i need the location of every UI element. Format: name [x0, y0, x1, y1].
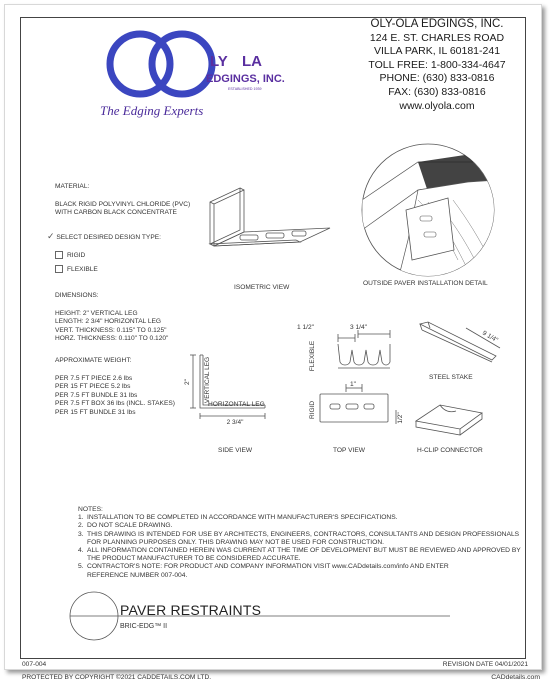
- rigid-label: RIGID: [67, 251, 86, 259]
- logo-text-edgings: EDGINGS, INC.: [206, 73, 285, 85]
- logo-text-la: LA: [242, 53, 262, 70]
- flexible-checkbox[interactable]: [55, 265, 63, 273]
- reference-number: 007-004: [22, 661, 47, 668]
- company-name: OLY-OLA EDGINGS, INC.: [370, 18, 504, 30]
- copyright: PROTECTED BY COPYRIGHT ©2021 CADDETAILS.COM LTD.: [22, 674, 212, 681]
- material-line-1: BLACK RIGID POLYVINYL CHLORIDE (PVC): [55, 200, 191, 208]
- olyola-logo: [100, 28, 285, 108]
- top-dim-half: 1/2": [397, 412, 404, 424]
- checkmark-icon: ✓: [47, 231, 55, 241]
- steel-stake-drawing: [408, 318, 508, 378]
- installation-detail-label: OUTSIDE PAVER INSTALLATION DETAIL: [363, 280, 488, 287]
- option-rigid[interactable]: [55, 251, 85, 260]
- note-3: 3. THIS DRAWING IS INTENDED FOR USE BY ARCHITECTS, ENGINEERS, CONTRACTORS, CONSULTANTS AND DESIGN PROFESSIONALS: [78, 530, 520, 538]
- dim-three-quarter: 3 1/4": [350, 324, 368, 331]
- weight-2: PER 15 FT PIECE 5.2 lbs: [55, 383, 131, 391]
- caddetails-brand[interactable]: CADdetails.com: [491, 674, 540, 681]
- drawing-title: PAVER RESTRAINTS: [120, 602, 262, 618]
- side-vertical-leg: VERTICAL LEG: [204, 356, 211, 404]
- note-4-cont: THE PRODUCT MANUFACTURER TO BE CONSIDERED ACCURATE.: [87, 555, 301, 563]
- drawing-subtitle: BRIC-EDG™ II: [120, 623, 168, 630]
- note-5: 5. CONTRACTOR'S NOTE: FOR PRODUCT AND COMPANY INFORMATION VISIT www.CADdetails.com/info AND ENTER: [78, 563, 449, 571]
- flexible-label: FLEXIBLE: [67, 265, 98, 273]
- rigid-checkbox[interactable]: [55, 251, 63, 259]
- note-3-cont: FOR PLANNING PURPOSES ONLY. THIS DRAWING MAY NOT BE USED FOR CONSTRUCTION.: [87, 538, 385, 546]
- design-type-select: [47, 232, 161, 243]
- isometric-view-label: ISOMETRIC VIEW: [234, 284, 290, 291]
- installation-detail-drawing: [358, 140, 498, 280]
- top-view-drawing: [300, 322, 410, 432]
- material-block: [55, 183, 190, 218]
- note-4: 4. ALL INFORMATION CONTAINED HEREIN WAS CURRENT AT THE TIME OF DEVELOPMENT BUT MUST BE REVIEWED AND APPROVED BY: [78, 547, 521, 555]
- dim-one-inch: 1": [350, 381, 357, 388]
- top-view-label: TOP VIEW: [333, 447, 365, 454]
- steel-stake-label: STEEL STAKE: [429, 374, 473, 381]
- weight-heading: APPROXIMATE WEIGHT:: [55, 357, 132, 364]
- side-view-label: SIDE VIEW: [218, 447, 253, 454]
- company-address-2: VILLA PARK, IL 60181-241: [373, 45, 501, 58]
- h-clip-label: H-CLIP CONNECTOR: [417, 447, 483, 454]
- logo-established: ESTABLISHED 1939: [228, 87, 262, 91]
- dimensions-horz: HORZ. THICKNESS: 0.110" TO 0.120": [55, 335, 169, 343]
- isometric-view-drawing: [200, 180, 340, 255]
- dimensions-height: HEIGHT: 2" VERTICAL LEG: [55, 309, 138, 317]
- horizontal-leg-label: HORIZONTAL LEG: [208, 401, 265, 408]
- dimensions-vert: VERT. THICKNESS: 0.115" TO 0.125": [55, 326, 167, 334]
- top-flexible-label: FLEXIBLE: [309, 340, 316, 372]
- dimensions-length: LENGTH: 2 3/4" HORIZONTAL LEG: [55, 318, 162, 326]
- select-design-label: SELECT DESIRED DESIGN TYPE:: [56, 234, 161, 241]
- material-heading: MATERIAL:: [55, 183, 90, 190]
- option-flexible[interactable]: [55, 265, 98, 274]
- side-dim-height: 2": [184, 379, 191, 385]
- notes-block: [78, 506, 521, 580]
- notes-heading: NOTES:: [78, 506, 103, 513]
- weight-5: PER 15 FT BUNDLE 31 lbs: [55, 408, 136, 416]
- revision-date: REVISION DATE 04/01/2021: [442, 661, 528, 668]
- side-view-drawing: [185, 350, 275, 425]
- dim-one-and-half: 1 1/2": [297, 324, 315, 331]
- h-clip-drawing: [410, 395, 490, 440]
- weight-3: PER 7.5 FT BUNDLE 31 lbs: [55, 391, 138, 399]
- weight-1: PER 7.5 FT PIECE 2.6 lbs: [55, 374, 133, 382]
- top-rigid-label: RIGID: [309, 400, 316, 420]
- company-fax: FAX: (630) 833-0816: [388, 85, 486, 98]
- weight-4: PER 7.5 FT BOX 36 lbs (INCL. STAKES): [55, 400, 175, 408]
- note-5-cont: REFERENCE NUMBER 007-004.: [87, 571, 188, 579]
- side-dim-length: 2 3/4": [226, 419, 244, 426]
- dimensions-heading: DIMENSIONS:: [55, 292, 99, 299]
- logo-tagline: The Edging Experts: [100, 103, 204, 118]
- material-line-2: WITH CARBON BLACK CONCENTRATE: [55, 209, 177, 217]
- weight-block: [55, 357, 175, 418]
- dimensions-block: [55, 292, 168, 344]
- company-web: www.olyola.com: [399, 99, 475, 112]
- company-phone: PHONE: (630) 833-0816: [379, 72, 495, 85]
- stake-dim: 9 1/4": [481, 329, 500, 345]
- note-1: 1. INSTALLATION TO BE COMPLETED IN ACCORDANCE WITH MANUFACTURER'S SPECIFICATIONS.: [78, 514, 398, 522]
- note-2: 2. DO NOT SCALE DRAWING.: [78, 522, 173, 530]
- company-info: [342, 18, 532, 113]
- company-address-1: 124 E. ST. CHARLES ROAD: [369, 31, 505, 44]
- logo-text-ly: LY: [210, 53, 228, 70]
- company-tollfree: TOLL FREE: 1-800-334-4647: [368, 58, 506, 71]
